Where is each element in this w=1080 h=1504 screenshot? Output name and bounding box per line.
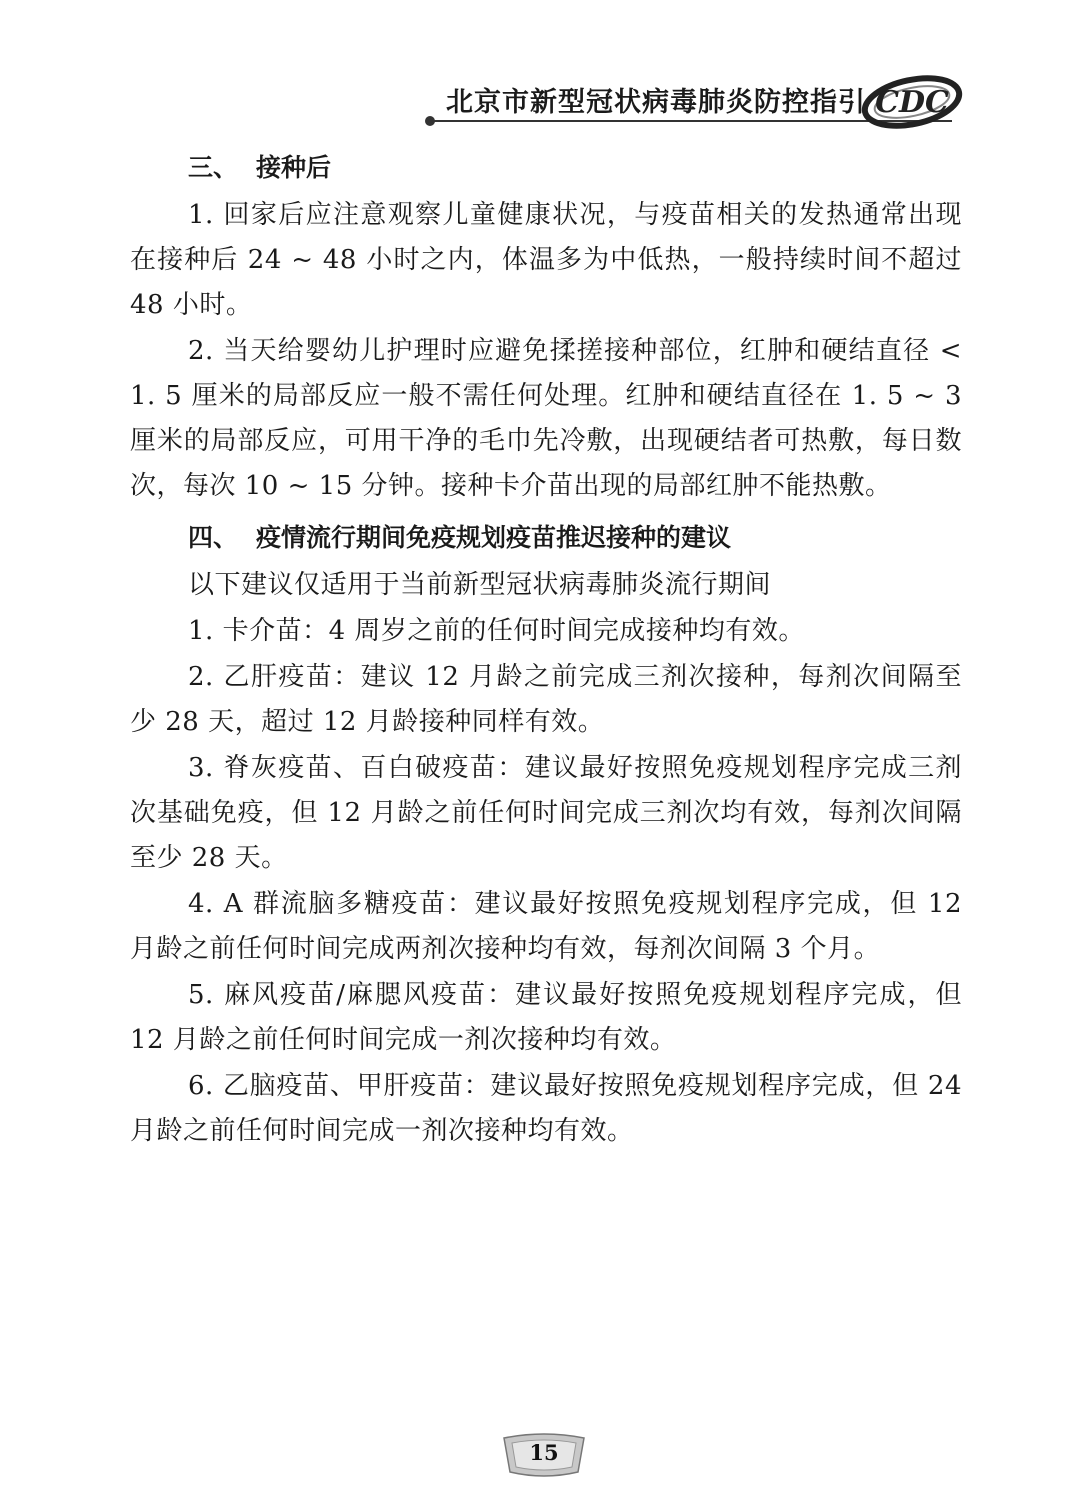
paragraph: 3. 脊灰疫苗、百白破疫苗：建议最好按照免疫规划程序完成三剂次基础免疫，但 12 月龄之前任何时间完成三剂次均有效，每剂次间隔至少 28 天。 [130, 753, 962, 873]
page-number: 15 [529, 1440, 559, 1465]
paragraph: 以下建议仅适用于当前新型冠状病毒肺炎流行期间 [188, 570, 772, 600]
cdc-logo [860, 66, 964, 134]
paragraph: 4. A 群流脑多糖疫苗：建议最好按照免疫规划程序完成，但 12 月龄之前任何时间完成两剂次接种均有效，每剂次间隔 3 个月。 [130, 889, 962, 964]
section-number: 四、 [188, 523, 239, 552]
section-heading-4 [130, 516, 962, 560]
section-title: 疫情流行期间免疫规划疫苗推迟接种的建议 [256, 523, 732, 552]
section-number: 三、 [188, 153, 239, 182]
paragraph: 5. 麻风疫苗/麻腮风疫苗：建议最好按照免疫规划程序完成，但 12 月龄之前任何时间完成一剂次接种均有效。 [130, 980, 962, 1055]
section-title: 接种后 [256, 153, 332, 182]
paragraph: 6. 乙脑疫苗、甲肝疫苗：建议最好按照免疫规划程序完成，但 24 月龄之前任何时间完成一剂次接种均有效。 [130, 1071, 962, 1146]
content-area [130, 146, 962, 1155]
paragraph: 1. 回家后应注意观察儿童健康状况，与疫苗相关的发热通常出现在接种后 24 ~ 48 小时之内，体温多为中低热，一般持续时间不超过 48 小时。 [130, 200, 962, 320]
paragraph: 1. 卡介苗：4 周岁之前的任何时间完成接种均有效。 [188, 616, 805, 646]
section-heading-3 [130, 146, 962, 190]
paragraph: 2. 乙肝疫苗：建议 12 月龄之前完成三剂次接种，每剂次间隔至少 28 天，超过 12 月龄接种同样有效。 [130, 662, 962, 737]
cdc-logo-text: CDC [875, 85, 949, 120]
header-title: 北京市新型冠状病毒肺炎防控指引 [446, 87, 866, 118]
paragraph: 2. 当天给婴幼儿护理时应避免揉搓接种部位，红肿和硬结直径 < 1. 5 厘米的局部反应一般不需任何处理。红肿和硬结直径在 1. 5 ~ 3 厘米的局部反应，可用干净的毛巾先冷敷，出现硬结者可热敷，每日数次，每次 10 ~ 15 分钟。接种卡介苗出现的局部红肿不能热敷。 [130, 336, 962, 501]
